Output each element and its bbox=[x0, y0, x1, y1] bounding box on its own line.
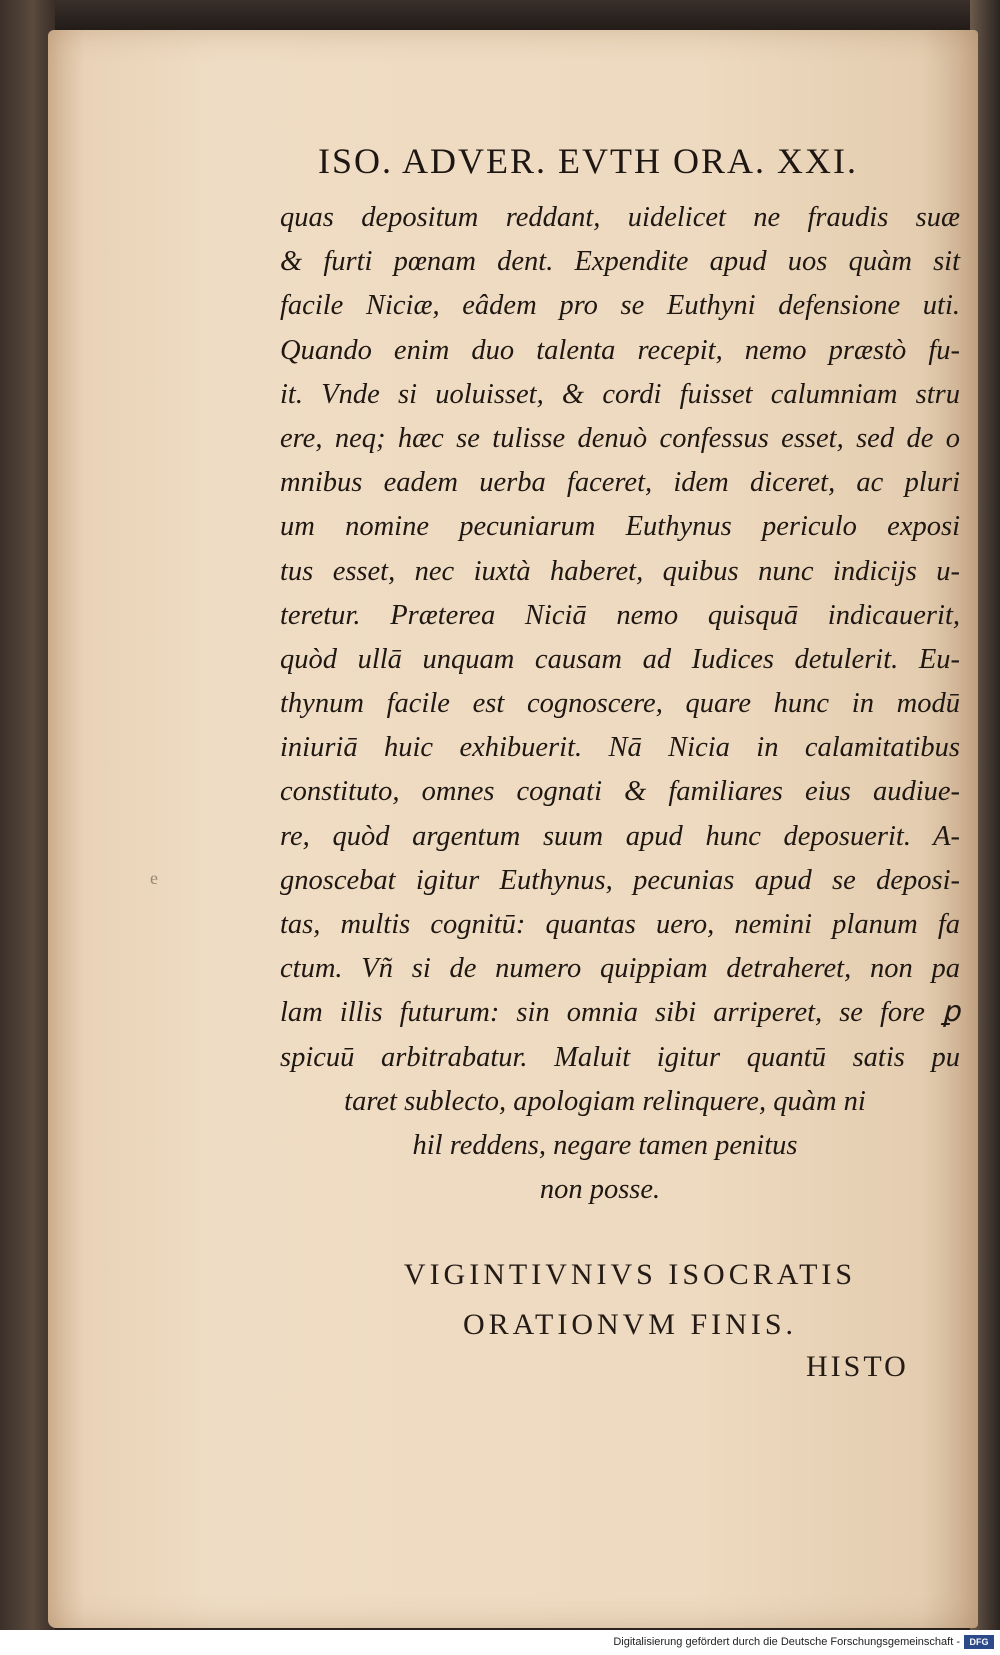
text-line: quas depositum reddant, uidelicet ne fraudis suæ bbox=[280, 202, 960, 233]
text-line: & furti pœnam dent. Expendite apud uos quàm sit bbox=[280, 246, 960, 278]
text-line: lam illis futurum: sin omnia sibi arriperet, se fore ꝑ bbox=[280, 997, 960, 1029]
text-line: thynum facile est cognoscere, quare hunc in modū bbox=[280, 688, 960, 720]
text-line: re, quòd argentum suum apud hunc deposuerit. A- bbox=[280, 820, 960, 852]
margin-mark: e bbox=[150, 868, 158, 888]
text-line: teretur. Præterea Niciā nemo quisquā indicauerit, bbox=[280, 599, 960, 631]
book-binding-left bbox=[0, 0, 55, 1630]
text-line: Quando enim duo talenta recepit, nemo præstò fu- bbox=[280, 334, 960, 366]
explicit-heading bbox=[300, 1250, 960, 1350]
text-line: quòd ullā unquam causam ad Iudices detulerit. Eu- bbox=[280, 643, 960, 675]
text-line: non posse. bbox=[539, 1174, 661, 1206]
text-line: constituto, omnes cognati & familiares eius audiue- bbox=[280, 776, 960, 808]
text-line: ere, neq; hæc se tulisse denuò confessus esset, sed de o bbox=[280, 422, 960, 454]
text-line: ctum. Vñ si de numero quippiam detraheret, non pa bbox=[280, 953, 960, 985]
dfg-logo: DFG bbox=[964, 1635, 994, 1649]
explicit-line: ORATIONVM FINIS. bbox=[462, 1308, 797, 1341]
text-line: mnibus eadem uerba faceret, idem diceret, ac pluri bbox=[280, 467, 960, 499]
text-line: gnoscebat igitur Euthynus, pecunias apud se deposi- bbox=[280, 864, 960, 896]
explicit-line: VIGINTIVNIVS ISOCRATIS bbox=[403, 1258, 857, 1291]
body-text bbox=[280, 196, 960, 1212]
catchword: HISTO bbox=[806, 1350, 909, 1383]
text-line: facile Niciæ, eâdem pro se Euthyni defensione uti. bbox=[280, 290, 960, 322]
footer-credit: Digitalisierung gefördert durch die Deutsche Forschungsgemeinschaft - bbox=[613, 1636, 960, 1648]
text-line: tus esset, nec iuxtà haberet, quibus nunc indicijs u- bbox=[280, 555, 960, 587]
text-line: tas, multis cognitū: quantas uero, nemini planum fa bbox=[280, 909, 960, 940]
text-line: spicuū arbitrabatur. Maluit igitur quantū satis pu bbox=[280, 1041, 960, 1073]
text-line: iniuriā huic exhibuerit. Nā Nicia in calamitatibus bbox=[280, 732, 960, 764]
text-line: it. Vnde si uoluisset, & cordi fuisset calumniam stru bbox=[280, 378, 960, 410]
text-line: taret sublecto, apologiam relinquere, quàm ni bbox=[344, 1085, 866, 1117]
text-line: hil reddens, negare tamen penitus bbox=[412, 1129, 798, 1161]
text-line: um nomine pecuniarum Euthynus periculo exposi bbox=[280, 511, 960, 543]
running-head: ISO. ADVER. EVTH ORA. XXI. bbox=[318, 141, 858, 181]
